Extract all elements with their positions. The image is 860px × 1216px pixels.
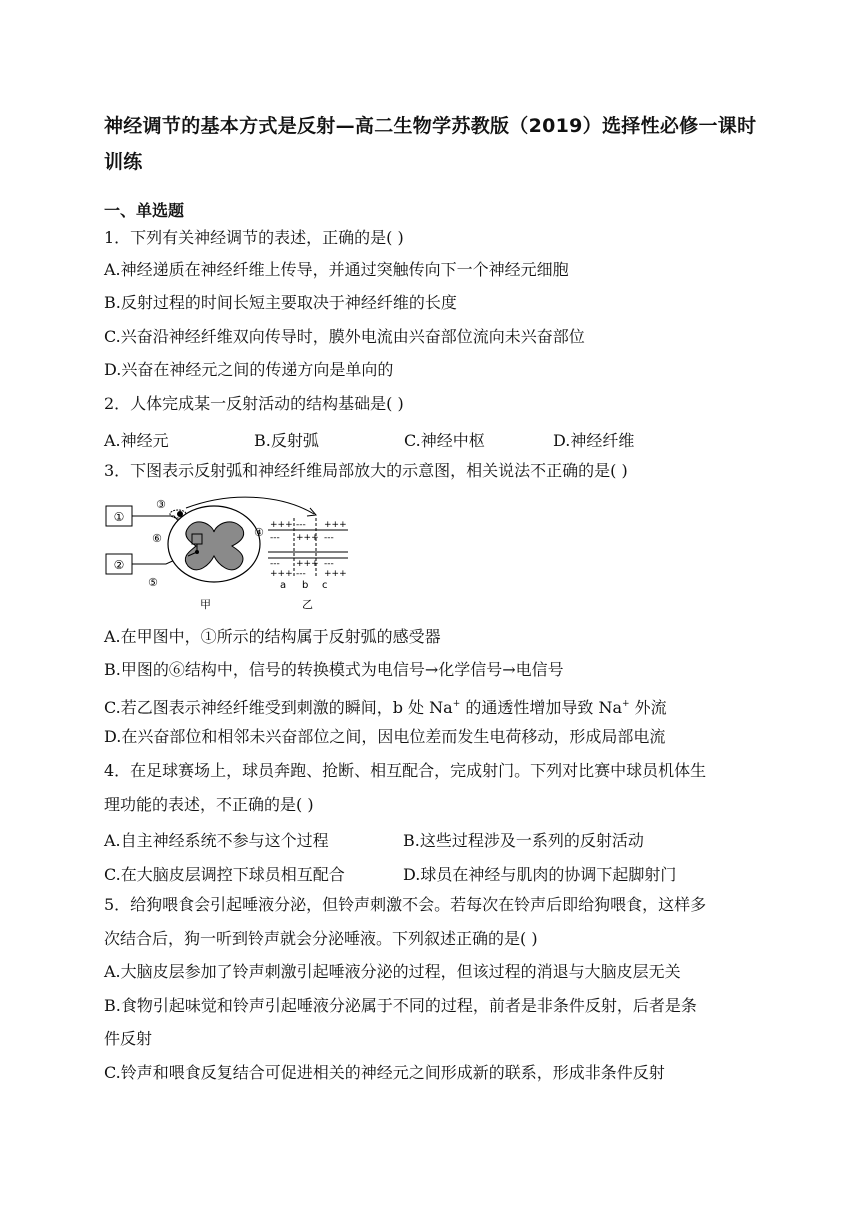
label-2: ② [113, 558, 125, 572]
section-heading: 一、单选题 [104, 201, 185, 220]
q3-option-b: B.甲图的⑥结构中，信号的转换模式为电信号→化学信号→电信号 [104, 660, 564, 679]
q3-option-c [104, 694, 667, 718]
label-b: b [302, 580, 309, 591]
q4-option-c: C.在大脑皮层调控下球员相互配合 [104, 865, 345, 884]
q5-option-c: C.铃声和喂食反复结合可促进相关的神经元之间形成新的联系，形成非条件反射 [104, 1063, 665, 1082]
q2-stem: 2．人体完成某一反射活动的结构基础是( ) [104, 394, 404, 413]
reflex-arc-figure [104, 494, 366, 614]
q1-stem: 1．下列有关神经调节的表述，正确的是( ) [104, 228, 404, 247]
q3-stem: 3．下图表示反射弧和神经纤维局部放大的示意图，相关说法不正确的是( ) [104, 461, 628, 480]
caption-jia: 甲 [200, 598, 211, 611]
charge-b-in: +++ [296, 533, 319, 543]
q2-option-d: D.神经纤维 [553, 431, 635, 450]
q4-option-b: B.这些过程涉及一系列的反射活动 [403, 831, 644, 850]
charge-a-bottom: --- [270, 559, 280, 569]
caption-yi: 乙 [302, 598, 313, 611]
q5-option-a: A.大脑皮层参加了铃声刺激引起唾液分泌的过程，但该过程的消退与大脑皮层无关 [104, 962, 681, 981]
label-1: ① [113, 510, 125, 524]
q2-option-c: C.神经中枢 [404, 431, 485, 450]
charge-c-bottom: --- [324, 559, 334, 569]
q3-option-a: A.在甲图中，①所示的结构属于反射弧的感受器 [104, 627, 441, 646]
label-a: a [280, 580, 287, 591]
charge-b-top: --- [296, 520, 306, 530]
charge-c-top: +++ [324, 520, 347, 530]
sodium-charge-1: + [452, 699, 461, 709]
q5-stem-line2: 次结合后，狗一听到铃声就会分泌唾液。下列叙述正确的是( ) [104, 929, 538, 948]
q5-stem-line1: 5．给狗喂食会引起唾液分泌，但铃声刺激不会。若每次在铃声后即给狗喂食，这样多 [104, 895, 707, 914]
q5-option-b-line2: 件反射 [104, 1029, 153, 1048]
q1-option-d: D.兴奋在神经元之间的传递方向是单向的 [104, 360, 394, 379]
q2-option-b: B.反射弧 [254, 431, 319, 450]
q3-option-c-part2: 的通透性增加导致 Na [460, 698, 622, 717]
q1-option-b: B.反射过程的时间长短主要取决于神经纤维的长度 [104, 293, 457, 312]
charge-c-outer: +++ [324, 569, 347, 579]
sodium-charge-2: + [621, 699, 630, 709]
charge-a-outer: +++ [270, 569, 293, 579]
label-6: ⑥ [152, 532, 162, 545]
q3-option-d: D.在兴奋部位和相邻未兴奋部位之间，因电位差而发生电荷移动，形成局部电流 [104, 727, 666, 746]
label-4: ④ [254, 526, 264, 539]
q1-option-a: A.神经递质在神经纤维上传导，并通过突触传向下一个神经元细胞 [104, 260, 569, 279]
page-title: 神经调节的基本方式是反射—高二生物学苏教版（2019）选择性必修一课时训练 [104, 115, 757, 173]
q4-option-a: A.自主神经系统不参与这个过程 [104, 831, 329, 850]
q4-stem-line1: 4．在足球赛场上，球员奔跑、抢断、相互配合，完成射门。下列对比赛中球员机体生 [104, 761, 707, 780]
charge-b-outer: --- [296, 569, 306, 579]
q2-option-a: A.神经元 [104, 431, 169, 450]
q4-stem-line2: 理功能的表述，不正确的是( ) [104, 795, 314, 814]
charge-a-top: +++ [270, 520, 293, 530]
charge-a-in: --- [270, 533, 280, 543]
charge-c-in: --- [324, 533, 334, 543]
label-3: ③ [156, 498, 166, 511]
charge-b-bottom: +++ [296, 559, 319, 569]
q3-option-c-part1: C.若乙图表示神经纤维受到刺激的瞬间，b 处 Na [104, 698, 453, 717]
q5-option-b-line1: B.食物引起味觉和铃声引起唾液分泌属于不同的过程，前者是非条件反射，后者是条 [104, 996, 697, 1015]
label-5: ⑤ [148, 576, 158, 589]
q1-option-c: C.兴奋沿神经纤维双向传导时，膜外电流由兴奋部位流向未兴奋部位 [104, 327, 585, 346]
q4-option-d: D.球员在神经与肌肉的协调下起脚射门 [403, 865, 677, 884]
q3-option-c-part3: 外流 [629, 698, 667, 717]
label-c: c [322, 580, 328, 591]
